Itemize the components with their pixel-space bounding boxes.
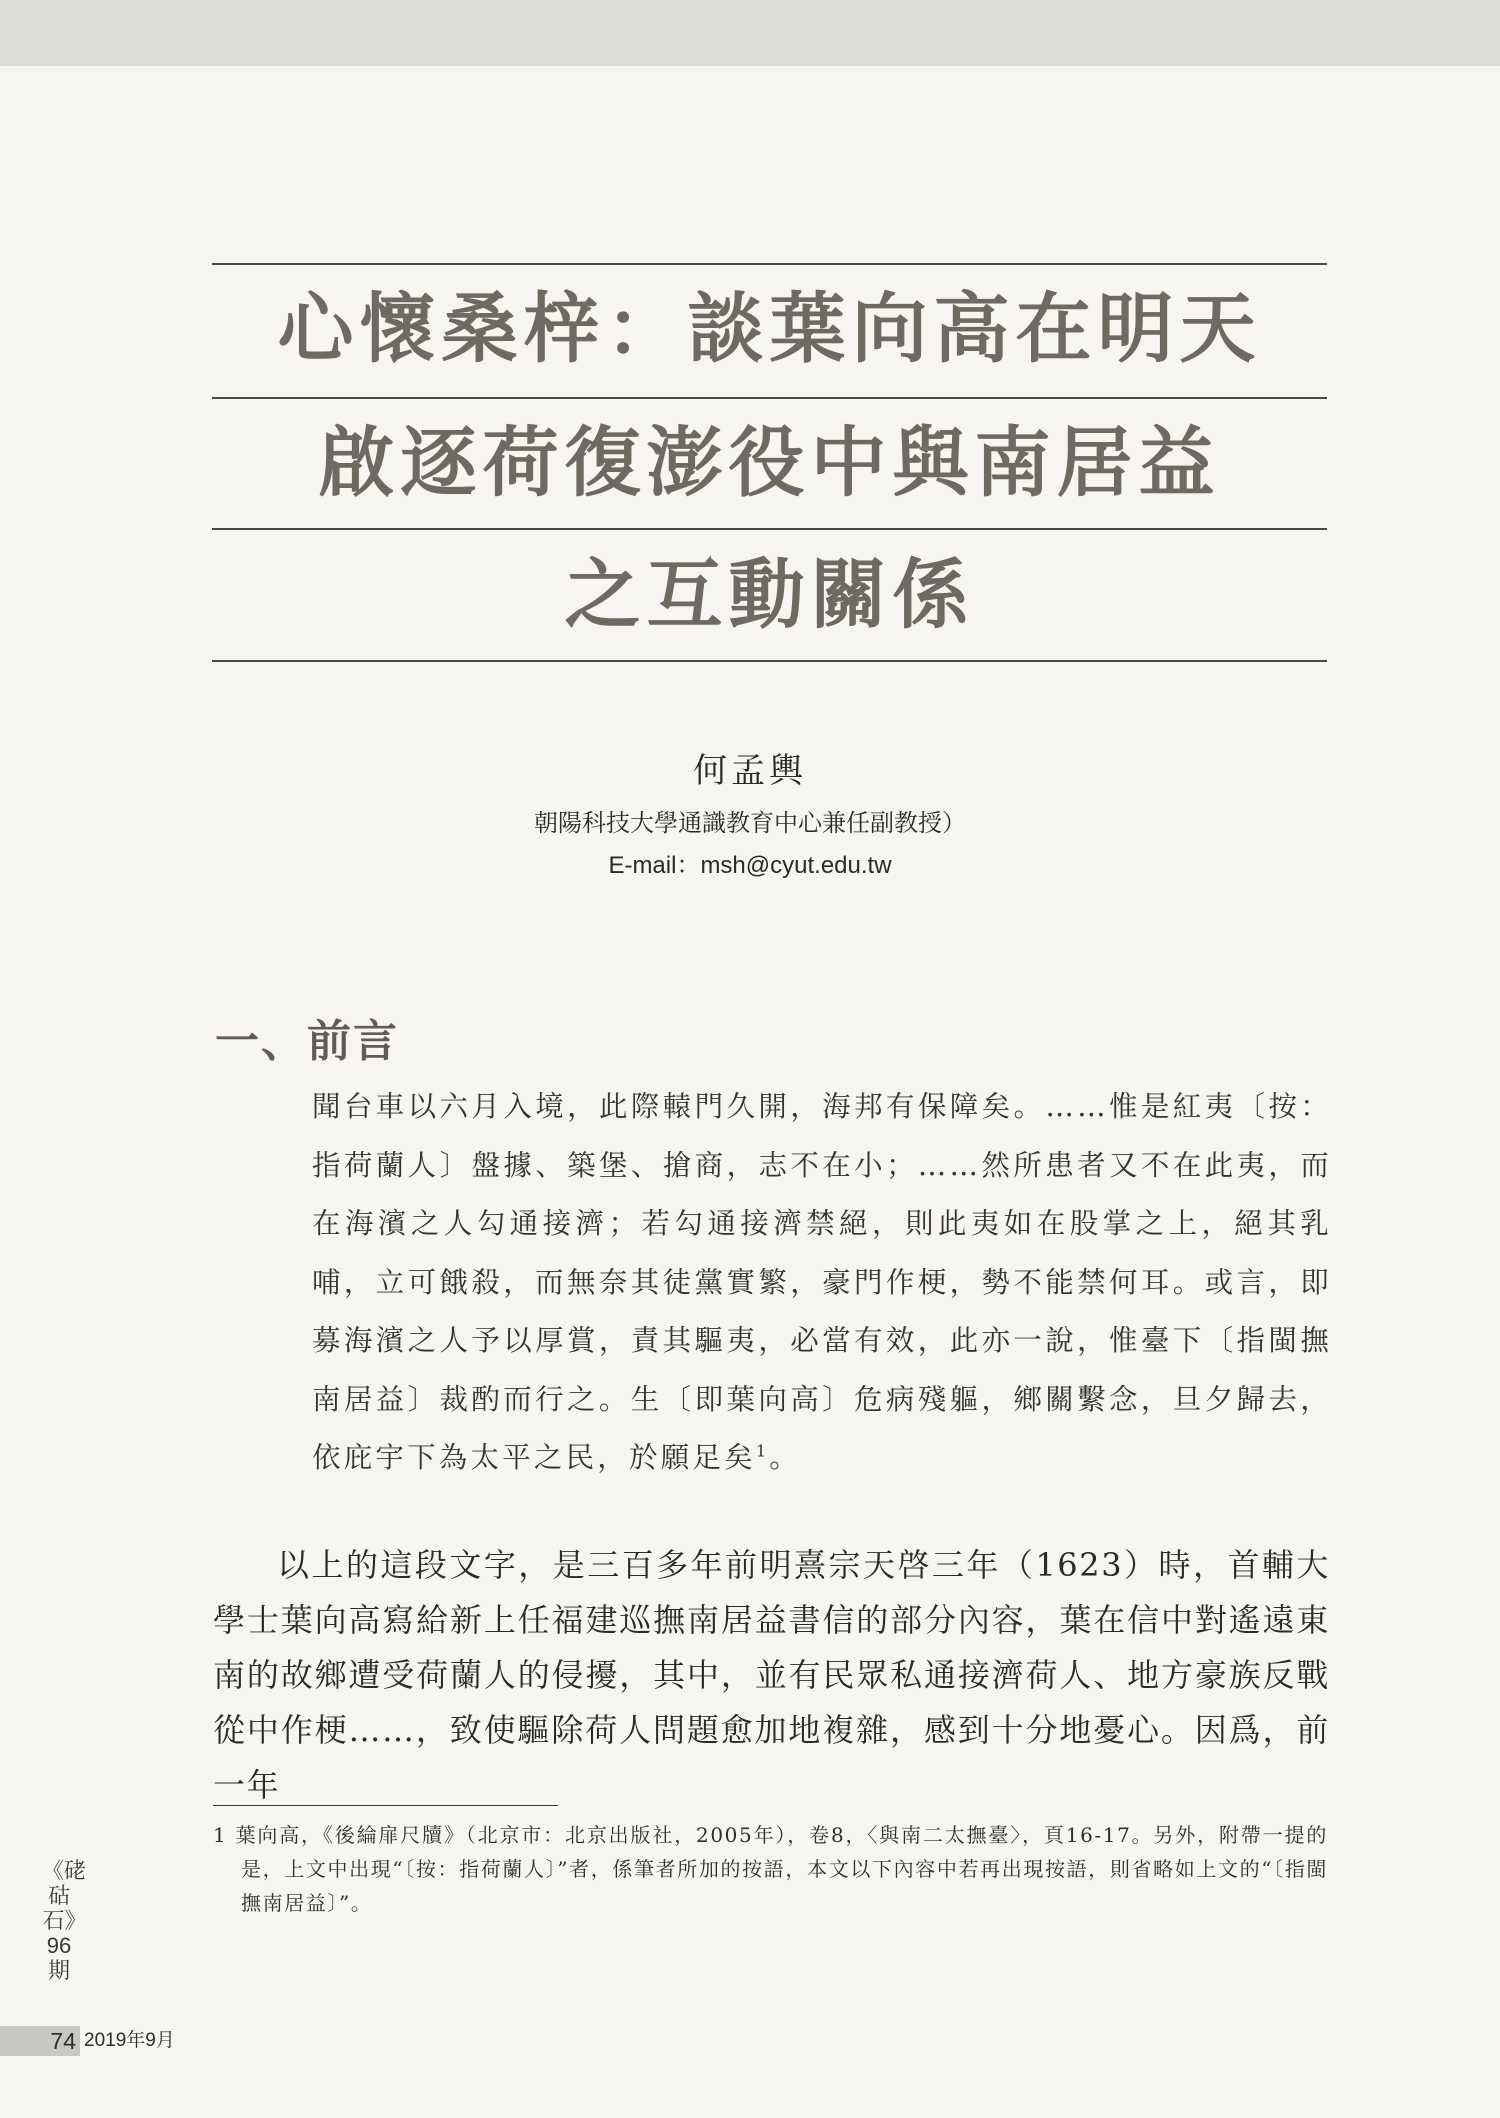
quote-end: 。 (769, 1441, 801, 1474)
section-heading: 一、前言 (215, 1016, 399, 1067)
body-paragraph: 以上的這段文字，是三百多年前明熹宗天啓三年（1623）時，首輔大學士葉向高寫給新上任福建巡撫南居益書信的部分內容，葉在信中對遙遠東南的故鄉遭受荷蘭人的侵擾，其中，並有民眾私通接濟荷人、地方豪族反戰從中作梗……，致使驅除荷人問題愈加地複雜，感到十分地憂心。因爲，前一年 (213, 1546, 1330, 1804)
title-rule-1 (212, 397, 1327, 399)
footnote-reference[interactable]: 1 (755, 1441, 770, 1461)
title-rule-2 (212, 528, 1327, 530)
author-name: 何孟輿 (693, 751, 807, 791)
title-line-2: 啟逐荷復澎役中與南居益 (318, 418, 1221, 507)
page-top-band (0, 0, 1500, 66)
page-number: 74 (0, 2026, 80, 2056)
footnote-1: 1 葉向高，《後綸扉尺牘》（北京市：北京出版社，2005年），卷8，〈與南二太撫臺〉，頁16-17。另外，附帶一提的是，上文中出現“〔按：指荷蘭人〕”者，係筆者所加的按語，本文以下內容中若再出現按語，則省略如上文的“〔指閩撫南居益〕”。 (213, 1823, 1328, 1915)
title-rule-top (212, 263, 1327, 265)
quote-text: 聞台車以六月入境，此際轅門久開，海邦有保障矣。……惟是紅夷〔按：指荷蘭人〕盤據、築堡、搶商，志不在小；……然所患者又不在此夷，而在海濱之人勾通接濟；若勾通接濟禁絕，則此夷如在股掌之上，絕其乳哺，立可餓殺，而無奈其徒黨實繁，豪門作梗，勢不能禁何耳。或言，即募海濱之人予以厚賞，責其驅夷，必當有效，此亦一說，惟臺下〔指閩撫南居益〕裁酌而行之。生〔即葉向高〕危病殘軀，鄉關繫念，旦夕歸去，依庇宇下為太平之民，於願足矣 (312, 1090, 1332, 1474)
block-quote (312, 1078, 1332, 1488)
journal-title-vertical: 《硓𥑮石》96期 (42, 1858, 87, 1983)
title-rule-bottom (212, 660, 1327, 662)
author-email: E-mail：msh@cyut.edu.tw (608, 852, 892, 879)
title-line-1: 心懷桑梓：談葉向高在明天 (277, 284, 1262, 373)
issue-date: 2019年9月 (84, 2030, 175, 2051)
title-line-3: 之互動關係 (564, 550, 975, 639)
footnote-separator (213, 1805, 558, 1806)
author-affiliation: 朝陽科技大學通識教育中心兼任副教授） (534, 810, 966, 837)
